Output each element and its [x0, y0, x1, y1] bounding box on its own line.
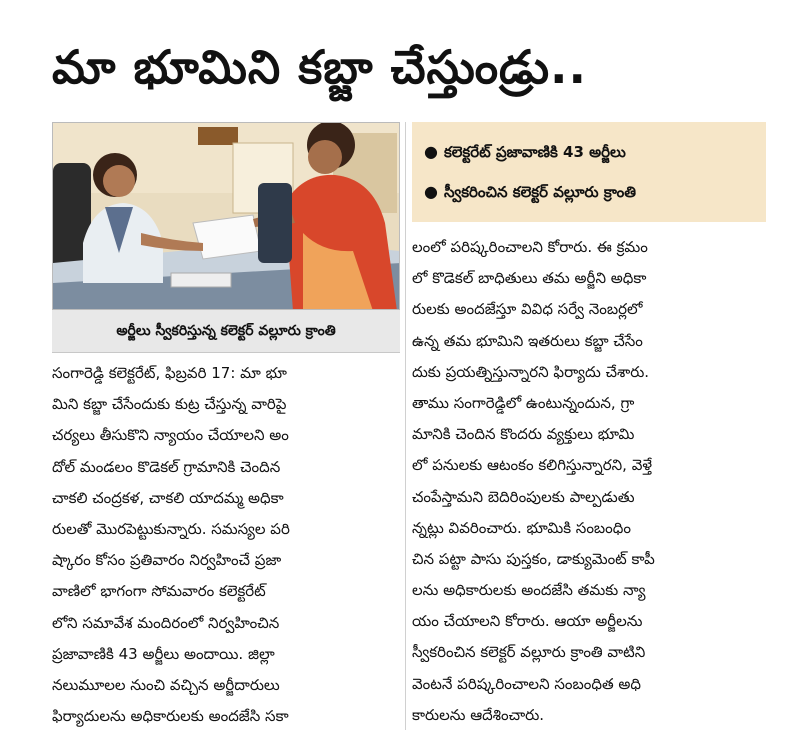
caption-divider	[52, 352, 400, 353]
body-line: లను అధికారులకు అందజేసి తమకు న్యా	[412, 581, 646, 600]
body-line: ప్రజావాణికి 43 అర్జీలు అందాయి. జిల్లా	[52, 644, 275, 663]
body-line: దోల్ మండలం కొడెకల్ గ్రామానికి చెందిన	[52, 457, 281, 476]
body-line: కారులను ఆదేశించారు.	[412, 705, 545, 724]
body-line: వెంటనే పరిష్కరించాలని సంబంధిత అధి	[412, 674, 641, 693]
highlight-text: కలెక్టరేట్ ప్రజావాణికి 43 అర్జీలు	[443, 143, 626, 161]
body-line: న్నట్లు వివరించారు. భూమికి సంబంధిం	[412, 518, 631, 537]
body-line: వాణిలో భాగంగా సోమవారం కలెక్టరేట్	[52, 582, 266, 601]
body-line: దుకు ప్రయత్నిస్తున్నారని ఫిర్యాదు చేశారు.	[412, 362, 650, 381]
body-line: యం చేయాలని కోరారు. ఆయా అర్జీలను	[412, 612, 643, 631]
body-line: చిన పట్టా పాసు పుస్తకం, డాక్యుమెంట్ కాపీ	[412, 549, 655, 568]
body-line: మానికి చెందిన కొందరు వ్యక్తులు భూమి	[412, 425, 635, 444]
bullet-icon: ●	[424, 182, 438, 201]
body-line: సంగారెడ్డి కలెక్టరేట్, ఫిబ్రవరి 17: మా భూ	[52, 364, 287, 382]
body-line: ష్కారం కోసం ప్రతివారం నిర్వహించే ప్రజా	[52, 551, 282, 570]
body-line: లో కొడెకల్ బాధితులు తమ అర్జీని అధికా	[412, 269, 647, 288]
article-column-left	[52, 358, 400, 730]
highlights-box	[412, 122, 766, 222]
news-photo-illustration	[53, 123, 400, 310]
headline: మా భూమిని కబ్జా చేస్తుండ్రు..	[52, 40, 587, 94]
news-photo	[52, 122, 400, 310]
body-line: స్వీకరించిన కలెక్టర్ వల్లూరు క్రాంతి వాటిని	[412, 643, 646, 662]
body-line: చంపేస్తామని బెదిరింపులకు పాల్పడుతు	[412, 487, 635, 506]
body-line: లో పనులకు ఆటంకం కలిగిస్తున్నారని, వెళ్తే	[412, 456, 653, 475]
bullet-icon: ●	[424, 142, 438, 161]
article-column-right	[412, 232, 766, 730]
body-line: రులకు అందజేస్తూ వివిధ సర్వే నెంబర్లలో	[412, 300, 643, 319]
body-line: రులతో మొరపెట్టుకున్నారు. సమస్యల పరి	[52, 519, 290, 538]
body-line: మిని కబ్జా చేసేందుకు కుట్ర చేస్తున్న వారిపై	[52, 395, 287, 414]
photo-caption: అర్జీలు స్వీకరిస్తున్న కలెక్టర్ వల్లూరు క్రాంతి	[52, 310, 400, 352]
body-line: నలుమూలల నుంచి వచ్చిన అర్జీదారులు	[52, 675, 280, 694]
body-line: తాము సంగారెడ్డిలో ఉంటున్నందున, గ్రా	[412, 393, 635, 412]
body-line: ఫిర్యాదులను అధికారులకు అందజేసి సకా	[52, 707, 289, 726]
column-divider	[405, 122, 406, 730]
body-line: లోని సమావేశ మందిరంలో నిర్వహించిన	[52, 613, 280, 632]
body-line: చాకలి చంద్రకళ, చాకలి యాదమ్మ అధికా	[52, 488, 284, 507]
body-line: ఉన్న తమ భూమిని ఇతరులు కబ్జా చేసేం	[412, 331, 643, 350]
highlight-text: స్వీకరించిన కలెక్టర్ వల్లూరు క్రాంతి	[443, 183, 636, 201]
body-line: చర్యలు తీసుకొని న్యాయం చేయాలని అం	[52, 426, 289, 445]
body-line: లంలో పరిష్కరించాలని కోరారు. ఈ క్రమం	[412, 238, 648, 256]
highlight-item	[424, 172, 756, 212]
highlight-item	[424, 132, 756, 172]
